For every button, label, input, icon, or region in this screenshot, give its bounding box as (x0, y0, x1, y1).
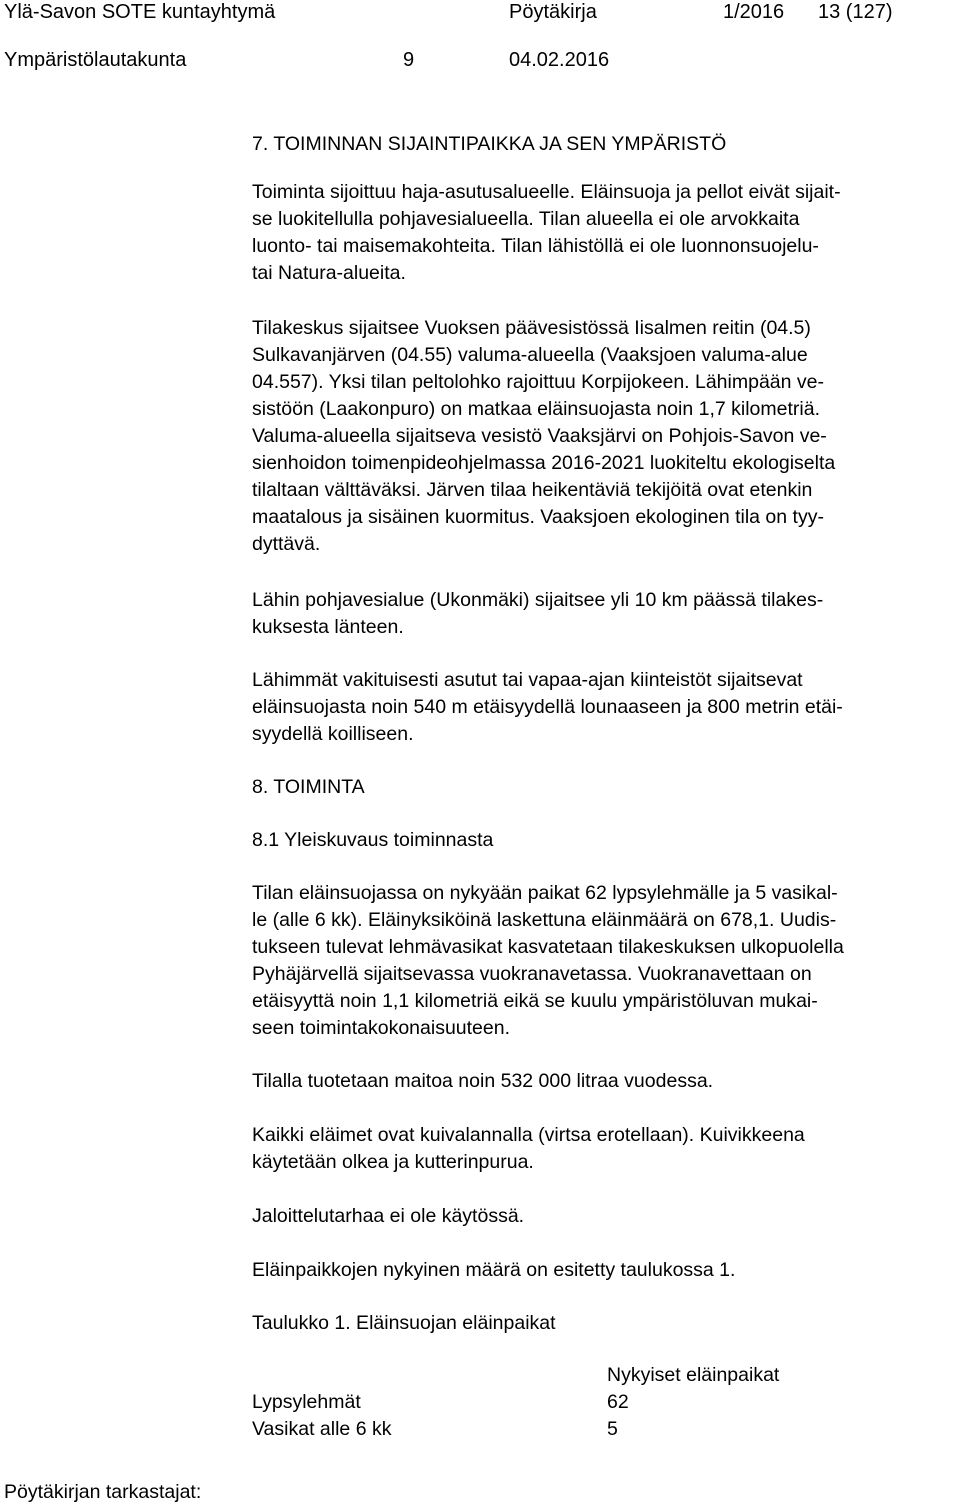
paragraph-line: Tilakeskus sijaitsee Vuoksen päävesistössä Iisalmen reitin (04.5) (252, 317, 811, 339)
paragraph-line: seen toimintakokonaisuuteen. (252, 1017, 511, 1039)
paragraph-line: tilaltaan välttäväksi. Järven tilaa heikentäviä tekijöitä ovat etenkin (252, 479, 813, 501)
board-name: Ympäristölautakunta (4, 49, 187, 71)
document-number: 1/2016 (723, 1, 785, 23)
paragraph-line: luonto- tai maisemakohteita. Tilan lähistöllä ei ole luonnonsuojelu- (252, 235, 819, 257)
paragraph-line: tukseen tulevat lehmävasikat kasvatetaan tilakeskuksen ulkopuolella (252, 936, 844, 958)
paragraph-line: Lähimmät vakituisesti asutut tai vapaa-ajan kiinteistöt sijaitsevat (252, 669, 803, 691)
table-row-value: 5 (607, 1418, 618, 1440)
paragraph-line: Tilan eläinsuojassa on nykyään paikat 62 lypsylehmälle ja 5 vasikal- (252, 882, 838, 904)
paragraph-line: Toiminta sijoittuu haja-asutusalueelle. Eläinsuoja ja pellot eivät sijait- (252, 181, 841, 203)
paragraph-line: sienhoidon toimenpideohjelmassa 2016-2021 luokiteltu ekologiselta (252, 452, 836, 474)
paragraph-line: le (alle 6 kk). Eläinyksiköinä laskettuna eläinmäärä on 678,1. Uudis- (252, 909, 837, 931)
paragraph-line: maatalous ja sisäinen kuormitus. Vaaksjoen ekologinen tila on tyy- (252, 506, 824, 528)
organization-name: Ylä-Savon SOTE kuntayhtymä (4, 1, 276, 23)
paragraph-line: kuksesta länteen. (252, 616, 404, 638)
page-number: 13 (127) (818, 1, 893, 23)
table-row-label: Lypsylehmät (252, 1391, 361, 1413)
reviewers-label: Pöytäkirjan tarkastajat: (4, 1481, 202, 1503)
section-number: 9 (403, 49, 415, 71)
paragraph-line: se luokitellulla pohjavesialueella. Tilan alueella ei ole arvokkaita (252, 208, 800, 230)
paragraph-line: Kaikki eläimet ovat kuivalannalla (virtsa erotellaan). Kuivikkeena (252, 1124, 805, 1146)
paragraph-line: käytetään olkea ja kutterinpurua. (252, 1151, 534, 1173)
section-7-heading: 7. TOIMINNAN SIJAINTIPAIKKA JA SEN YMPÄRISTÖ (252, 133, 727, 155)
paragraph-line: Jaloittelutarhaa ei ole käytössä. (252, 1205, 525, 1227)
paragraph-line: Lähin pohjavesialue (Ukonmäki) sijaitsee yli 10 km päässä tilakes- (252, 589, 824, 611)
paragraph-line: dyttävä. (252, 533, 321, 555)
paragraph-line: sistöön (Laakonpuro) on matkaa eläinsuojasta noin 1,7 kilometriä. (252, 398, 820, 420)
paragraph-line: Tilalla tuotetaan maitoa noin 532 000 litraa vuodessa. (252, 1070, 714, 1092)
paragraph-line: Valuma-alueella sijaitseva vesistö Vaaksjärvi on Pohjois-Savon ve- (252, 425, 827, 447)
table-caption: Taulukko 1. Eläinsuojan eläinpaikat (252, 1312, 556, 1334)
paragraph-line: Sulkavanjärven (04.55) valuma-alueella (Vaaksjoen valuma-alue (252, 344, 808, 366)
table-row-label: Vasikat alle 6 kk (252, 1418, 392, 1440)
document-type: Pöytäkirja (509, 1, 597, 23)
table-row-value: 62 (607, 1391, 629, 1413)
table-column-header: Nykyiset eläinpaikat (607, 1364, 780, 1386)
paragraph-line: etäisyyttä noin 1,1 kilometriä eikä se kuulu ympäristöluvan mukai- (252, 990, 818, 1012)
paragraph-line: eläinsuojasta noin 540 m etäisyydellä lounaaseen ja 800 metrin etäi- (252, 696, 843, 718)
paragraph-line: syydellä koilliseen. (252, 723, 414, 745)
section-8-heading: 8. TOIMINTA (252, 776, 365, 798)
section-8-1-subheading: 8.1 Yleiskuvaus toiminnasta (252, 829, 494, 851)
paragraph-line: 04.557). Yksi tilan peltolohko rajoittuu Korpijokeen. Lähimpään ve- (252, 371, 824, 393)
paragraph-line: Pyhäjärvellä sijaitsevassa vuokranavetassa. Vuokranavettaan on (252, 963, 812, 985)
paragraph-line: tai Natura-alueita. (252, 262, 406, 284)
paragraph-line: Eläinpaikkojen nykyinen määrä on esitetty taulukossa 1. (252, 1259, 736, 1281)
meeting-date: 04.02.2016 (509, 49, 610, 71)
